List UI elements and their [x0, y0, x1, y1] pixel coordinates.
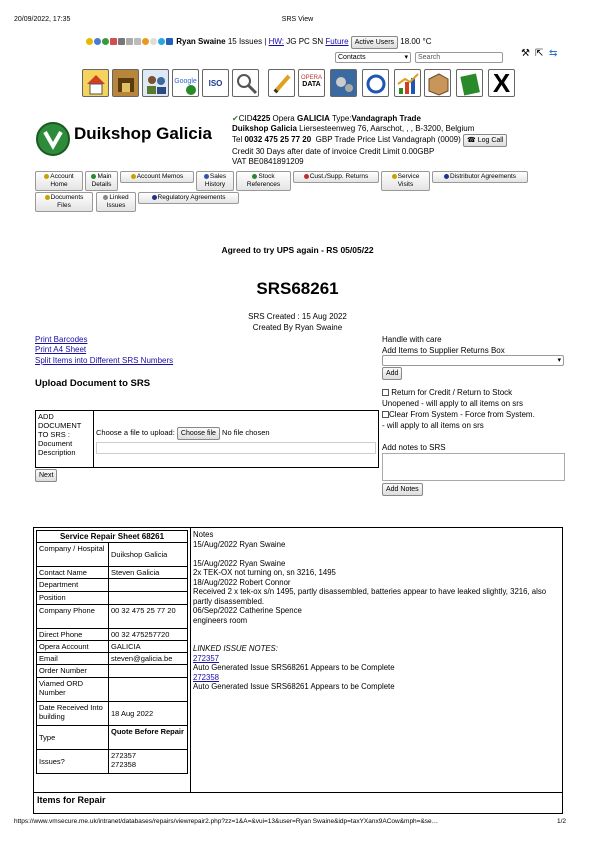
account-icon: [44, 174, 49, 179]
choose-file-text: Choose a file to upload:: [96, 428, 175, 437]
note-line: engineers room: [193, 615, 248, 625]
chevron-down-icon: ▾: [557, 357, 561, 364]
value-email: steven@galicia.be: [109, 653, 188, 665]
price-list: GBP Trade Price List Vandagraph (0009): [315, 135, 461, 144]
users-switch-icon[interactable]: ⇆: [549, 48, 558, 59]
notes-heading: Notes: [193, 530, 214, 539]
clear-note: - will apply to all items on srs: [382, 421, 484, 430]
label-issues: Issues?: [37, 750, 109, 774]
phone-icon: ☎: [467, 137, 476, 144]
label-opera-account: Opera Account: [37, 641, 109, 653]
tab-sales-history[interactable]: Sales History: [196, 171, 234, 191]
print-title: SRS View: [281, 16, 314, 23]
notes-textarea[interactable]: [382, 453, 565, 481]
box-icon[interactable]: [424, 69, 451, 97]
value-company-phone: 00 32 475 25 77 20: [109, 605, 188, 629]
repair-sheet-title: Service Repair Sheet 68261: [37, 531, 188, 543]
smiley-icon[interactable]: [142, 38, 149, 45]
pencil-icon[interactable]: [268, 69, 295, 97]
return-credit-option[interactable]: Return for Credit / Return to Stock: [382, 388, 512, 397]
value-position: [109, 592, 188, 605]
upload-heading: Upload Document to SRS: [35, 378, 151, 389]
label-company-phone: Company Phone: [37, 605, 109, 629]
items-for-repair-heading: Items for Repair: [37, 795, 106, 805]
label-department: Department: [37, 579, 109, 592]
split-items-link[interactable]: Split Items into Different SRS Numbers: [35, 356, 174, 365]
sales-icon: [204, 174, 209, 179]
label-position: Position: [37, 592, 109, 605]
tab-regulatory-agreements[interactable]: Regulatory Agreements: [138, 192, 239, 204]
value-opera-account: GALICIA: [109, 641, 188, 653]
value-order-number: [109, 665, 188, 678]
value-issues: 272357 272358: [109, 750, 188, 774]
value-type: Quote Before Repair: [109, 726, 188, 750]
address: Liersesteenweg 76, Aarschot, , , B-3200, Belgium: [299, 124, 475, 133]
company-logo-icon: [36, 122, 70, 156]
tab-linked-issues[interactable]: Linked Issues: [96, 192, 136, 212]
add-notes-button[interactable]: Add Notes: [382, 483, 423, 496]
close-x-icon[interactable]: X: [488, 69, 515, 97]
edit-icon[interactable]: [118, 38, 125, 45]
home-icon[interactable]: [82, 69, 109, 97]
return-credit-checkbox[interactable]: [382, 389, 389, 396]
choose-file-button[interactable]: Choose file: [177, 427, 220, 440]
google-icon[interactable]: Google: [172, 69, 199, 97]
company-logo-name: Duikshop Galicia: [74, 124, 212, 143]
agreement-icon: [444, 174, 449, 179]
documents-icon: [45, 195, 50, 200]
tab-distributor-agreements[interactable]: Distributor Agreements: [432, 171, 528, 183]
label-type: Type: [37, 726, 109, 750]
clear-system-option[interactable]: Clear From System - Force from System.: [382, 410, 535, 419]
next-button[interactable]: Next: [35, 469, 57, 482]
note-line: 15/Aug/2022 Ryan Swaine: [193, 558, 286, 568]
active-users-button[interactable]: Active Users: [351, 36, 398, 49]
copy-icon[interactable]: [134, 38, 141, 45]
upload-table: [35, 410, 379, 468]
memo-icon: [131, 174, 136, 179]
value-department: [109, 579, 188, 592]
srs-created-by: Created By Ryan Swaine: [252, 323, 343, 332]
vat-line: VAT BE0841891209: [232, 157, 304, 166]
label-email: Email: [37, 653, 109, 665]
value-company: Duikshop Galicia: [109, 543, 188, 567]
settings-icon[interactable]: [102, 38, 109, 45]
company-details: ✔CID4225 Opera GALICIA Type:Vandagraph Trade Duikshop Galicia Liersesteenweg 76, Aarschot, , , B-3200, Belgium Tel 0032 475 25 77 20 GBP Trade Price List Vandagraph (0009) ☎ Log Call Credit 30 Days after date of invoice Credit Limit 0.00GBP VAT BE0841891209: [232, 114, 507, 167]
magnifier-icon[interactable]: [232, 69, 259, 97]
log-call-button[interactable]: ☎ Log Call: [463, 134, 507, 147]
credit-line: Credit 30 Days after date of invoice Credit Limit 0.00GBP: [232, 147, 435, 156]
value-viamed-ord: [109, 678, 188, 702]
contacts-select[interactable]: Contacts ▾: [335, 52, 411, 63]
label-direct-phone: Direct Phone: [37, 629, 109, 641]
refresh-icon[interactable]: [362, 69, 389, 97]
print-a4-link[interactable]: Print A4 Sheet: [35, 345, 87, 354]
address-name: Duikshop Galicia: [232, 124, 297, 133]
user-name[interactable]: Ryan Swaine: [176, 37, 226, 46]
tools-icon[interactable]: ⚒: [521, 48, 530, 59]
tel-value: 0032 475 25 77 20: [244, 135, 312, 144]
print-url: https://www.vmsecure.me.uk/intranet/databases/repairs/viewrepair2.php?zz=1&A=&vui=13&user=Ryan Swaine&idp=taxYXanx9ACow&mph=&se…: [14, 818, 439, 825]
value-contact: Steven Galicia: [109, 567, 188, 579]
top-bar: [86, 36, 432, 49]
linked-issue-heading: LINKED ISSUE NOTES:: [193, 644, 278, 653]
temperature: 18.00 °C: [400, 37, 432, 46]
add-button[interactable]: Add: [382, 367, 402, 380]
future-link[interactable]: Future: [325, 37, 349, 46]
unopened-note: Unopened - will apply to all items on srs: [382, 399, 523, 408]
note-line: 2x TEK-OX not turning on, sn 3216, 1495: [193, 568, 336, 577]
add-notes-label: Add notes to SRS: [382, 443, 446, 452]
label-viamed-ord: Viamed ORD Number: [37, 678, 109, 702]
issues-count[interactable]: 15 Issues |: [227, 37, 267, 46]
warehouse-icon[interactable]: [112, 69, 139, 97]
user-icon[interactable]: [166, 38, 173, 45]
linked-icon: [103, 195, 108, 200]
tab-account-memos[interactable]: Account Memos: [120, 171, 194, 183]
label-company: Company / Hospital: [37, 543, 109, 567]
gears-icon[interactable]: [330, 69, 357, 97]
linked-issue-link[interactable]: 272358: [193, 672, 220, 682]
tab-stock-references[interactable]: Stock References: [236, 171, 291, 191]
hw-values: JG PC SN: [286, 37, 324, 46]
srs-created: SRS Created : 15 Aug 2022: [248, 312, 347, 321]
no-file-text: No file chosen: [222, 428, 270, 437]
label-order-number: Order Number: [37, 665, 109, 678]
hw-link[interactable]: HW:: [268, 37, 285, 46]
print-datetime: 20/09/2022, 17:35: [14, 16, 71, 23]
supplier-returns-select[interactable]: [382, 355, 564, 366]
label-date-received: Date Received Into building: [37, 702, 109, 726]
service-icon: [392, 174, 397, 179]
tab-main-details[interactable]: Main Details: [85, 171, 118, 191]
notes-panel: [193, 530, 559, 692]
repair-sheet-table: [36, 530, 188, 774]
print-page: 1/2: [557, 818, 567, 825]
calendar-icon[interactable]: [126, 38, 133, 45]
note-line: Received 2 x tek-ox s/n 1495, partly disassembled, batteries appear to have leaked slightly, 3216, also partly disassembled.: [193, 587, 547, 606]
note-line: [193, 549, 559, 559]
status-icon[interactable]: [158, 38, 165, 45]
clear-system-checkbox[interactable]: [382, 411, 389, 418]
chevron-down-icon: ▾: [404, 54, 408, 61]
external-link-icon[interactable]: ⇱: [535, 48, 544, 59]
print-barcodes-link[interactable]: Print Barcodes: [35, 335, 88, 344]
pencil-small-icon: [91, 174, 96, 179]
warning-icon[interactable]: [150, 38, 157, 45]
sheet-bottom-rule: [33, 792, 563, 793]
check-icon: ✔: [232, 114, 239, 123]
note-line: 15/Aug/2022 Ryan Swaine: [193, 539, 286, 549]
globe-icon[interactable]: [94, 38, 101, 45]
value-date-received: 18 Aug 2022: [109, 702, 188, 726]
srs-number: SRS68261: [256, 279, 339, 298]
linked-issue-text: Auto Generated Issue SRS68261 Appears to be Complete: [193, 682, 395, 691]
tab-cust-supp-returns[interactable]: Cust./Supp. Returns: [293, 171, 379, 183]
handle-with-care: Handle with care: [382, 335, 442, 344]
chart-icon[interactable]: [394, 69, 421, 97]
tab-documents-files[interactable]: Documents Files: [35, 192, 93, 212]
note-line: 06/Sep/2022 Catherine Spence: [193, 606, 302, 615]
label-contact: Contact Name: [37, 567, 109, 579]
tab-service-visits[interactable]: Service Visits: [381, 171, 430, 191]
search-input[interactable]: Search: [415, 52, 503, 63]
description-input[interactable]: [96, 442, 376, 454]
note-line: 18/Aug/2022 Robert Connor: [193, 577, 291, 587]
sheet-divider: [190, 527, 191, 792]
book-icon[interactable]: [456, 69, 483, 97]
notice-banner: Agreed to try UPS again - RS 05/05/22: [221, 245, 374, 255]
users-icon[interactable]: [142, 69, 169, 97]
iso-icon[interactable]: ISO: [202, 69, 229, 97]
linked-issue-link[interactable]: 272357: [193, 653, 220, 663]
tool-icon[interactable]: [110, 38, 117, 45]
tab-account-home[interactable]: Account Home: [35, 171, 83, 191]
add-items-label: Add Items to Supplier Returns Box: [382, 346, 505, 355]
linked-issue-text: Auto Generated Issue SRS68261 Appears to be Complete: [193, 663, 395, 672]
value-direct-phone: 00 32 475257720: [109, 629, 188, 641]
returns-icon: [304, 174, 309, 179]
regulatory-icon: [152, 195, 157, 200]
upload-row-label: ADD DOCUMENT TO SRS : Document Description: [36, 411, 94, 468]
stock-icon: [252, 174, 257, 179]
star-icon[interactable]: [86, 38, 93, 45]
opera-data-icon[interactable]: OPERA DATA: [298, 69, 325, 97]
